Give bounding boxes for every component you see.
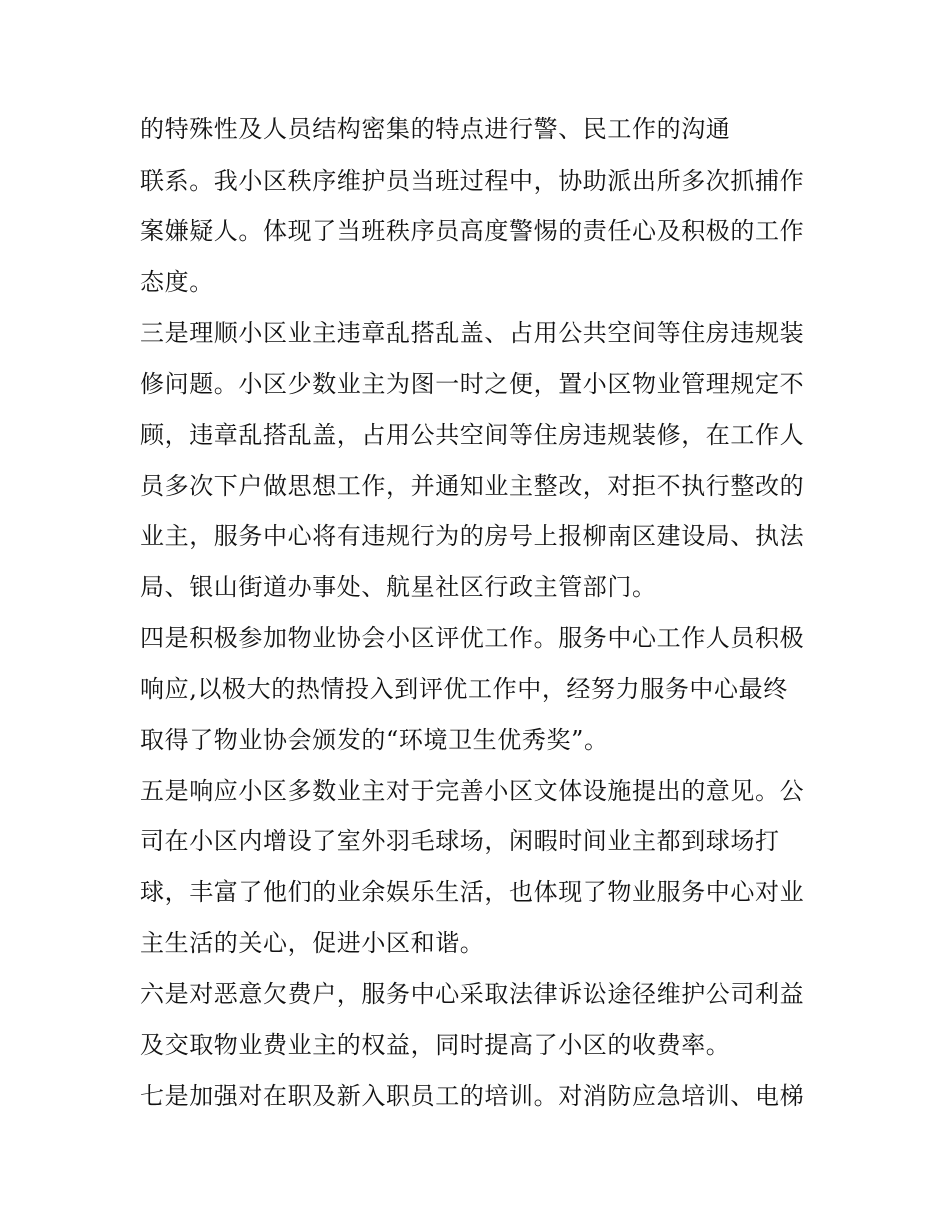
text-line: 的特殊性及人员结构密集的特点进行警、民工作的沟通 <box>140 115 731 143</box>
text-line: 取得了物业协会颁发的“环境卫生优秀奖”。 <box>140 726 609 754</box>
text-line: 六是对恶意欠费户，服务中心采取法律诉讼途径维护公司利益 <box>140 980 805 1008</box>
text-line: 球，丰富了他们的业余娱乐生活，也体现了物业服务中心对业 <box>140 878 805 906</box>
text-line: 七是加强对在职及新入职员工的培训。对消防应急培训、电梯 <box>140 1082 805 1110</box>
text-line: 四是积极参加物业协会小区评优工作。服务中心工作人员积极 <box>140 624 805 652</box>
text-line: 三是理顺小区业主违章乱搭乱盖、占用公共空间等住房违规装 <box>140 319 805 347</box>
text-line: 员多次下户做思想工作，并通知业主整改，对拒不执行整改的 <box>140 472 805 500</box>
text-line: 联系。我小区秩序维护员当班过程中，协助派出所多次抓捕作 <box>140 167 805 195</box>
text-line: 顾，违章乱搭乱盖，占用公共空间等住房违规装修，在工作人 <box>140 421 805 449</box>
text-line: 主生活的关心，促进小区和谐。 <box>140 929 485 957</box>
text-line: 态度。 <box>140 268 214 296</box>
text-line: 局、银山街道办事处、航星社区行政主管部门。 <box>140 573 657 601</box>
text-line: 及交取物业费业主的权益，同时提高了小区的收费率。 <box>140 1031 731 1059</box>
text-line: 业主，服务中心将有违规行为的房号上报柳南区建设局、执法 <box>140 522 805 550</box>
text-line: 案嫌疑人。体现了当班秩序员高度警惕的责任心及积极的工作 <box>140 217 805 245</box>
text-line: 响应,以极大的热情投入到评优工作中，经努力服务中心最终 <box>140 675 788 703</box>
text-line: 修问题。小区少数业主为图一时之便，置小区物业管理规定不 <box>140 370 805 398</box>
text-line: 五是响应小区多数业主对于完善小区文体设施提出的意见。公 <box>140 777 805 805</box>
text-line: 司在小区内增设了室外羽毛球场，闲暇时间业主都到球场打 <box>140 827 780 855</box>
